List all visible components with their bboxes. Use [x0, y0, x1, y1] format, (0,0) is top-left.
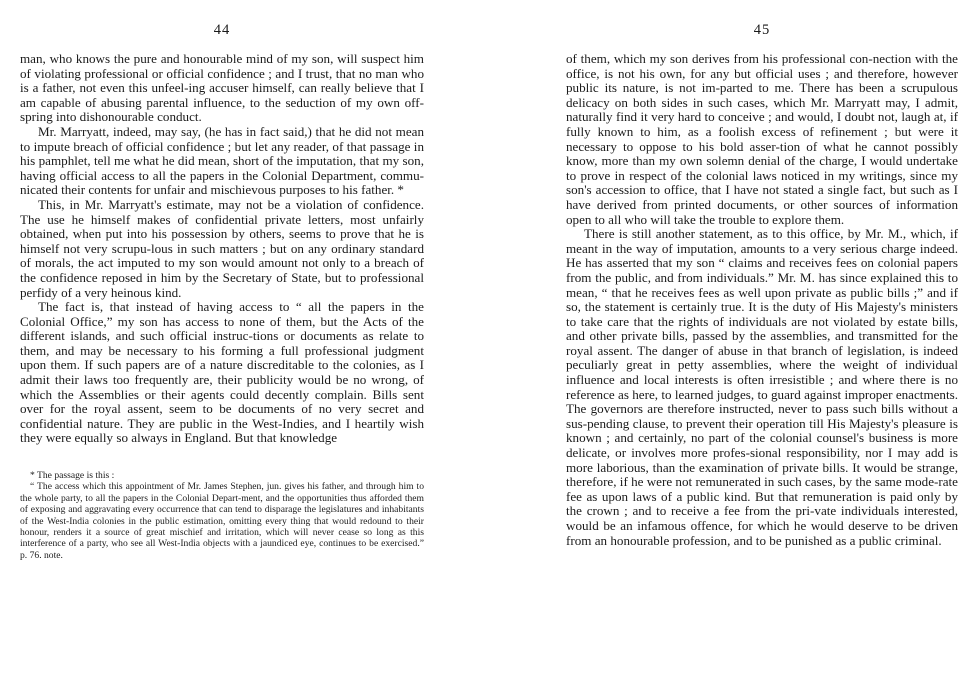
page-number: 44	[213, 22, 231, 38]
paragraph: man, who knows the pure and honourable mind of my son, will suspect him of violating professional or official confidence ; and I trust, that no man who is a father, not even this unfeel-ing accuser himself, can really believe that I am capable of abusing parental influence, to the seduction of my own off-spring into dishonourable conduct.	[20, 51, 424, 125]
paragraph: Mr. Marryatt, indeed, may say, (he has in fact said,) that he did not mean to impute breach of official confidence ; but let any reader, of that passage in his pamphlet, tell me what he did mean, short of the imputation, that my son, having official access to all the papers in the Colonial Department, commu-nicated their contents for unfair and mischievous purposes to his father. *	[20, 123, 424, 198]
paragraph: There is still another statement, as to this office, by Mr. M., which, if meant in the way of imputation, amounts to a very serious charge indeed. He has asserted that my son “ claims and receives fees on colonial papers from the public, and from individuals.” Mr. M. has since explained this to mean, “ that he receives fees as well upon private as public bills ;” and if so, the statement is certainly true. It is the duty of His Majesty's ministers to take care that the rights of individuals are not violated by estate bills, and other private bills, passed by the assemblies, and transmitted for the royal assent. The danger of abuse in that branch of legislation, is indeed peculiarly great in petty assemblies, where the weight of individual influence and local interests is often irresistible ; and where there is no reference as here, to learned judges, to guard against improper enactments. The governors are therefore instructed, never to pass such bills without a sus-pending clause, to prevent their operation till His Majesty's pleasure is known ; and certainly, no part of the colonial counsel's business is more delicate, or involves more profes-sional responsibility, nor I may add is more laborious, than the examination of private bills. It would be strange, therefore, if he were not remunerated in such cases, by the same mode-rate fee as upon laws of a public kind. But that remuneration is paid only by the crown ; and to receive a fee from the pri-vate individuals interested, would be an infamous offence, for which he would deserve to be driven from an honourable profession, and to be punished as a public criminal.	[566, 226, 958, 548]
paragraph: The fact is, that instead of having access to “ all the papers in the Colonial Office,” my son has access to none of them, but the Acts of the different islands, and such official instruc-tions or documents as relate to them, and may be necessary to his forming a full professional judgment upon them. If such papers are of a nature discreditable to the colonies, as I admit their laws too frequently are, their publicity would be no wrong, of which the Assemblies or their agents could decently complain. Bills sent over for the royal assent, seem to be documents of no very secret and confidential nature. They are public in the West-Indies, and I heartily wish they were equally so always in England. But that knowledge	[20, 299, 424, 446]
footnote	[20, 470, 424, 561]
right-page	[566, 0, 958, 548]
page-number: 45	[753, 22, 771, 38]
left-page	[20, 0, 424, 561]
paragraph: This, in Mr. Marryatt's estimate, may not be a violation of confidence. The use he himself makes of confidential private letters, most unfairly obtained, when put into his possession by others, seems to prove that he is himself not very scrupu-lous in such matters ; but on any ordinary standard of morals, the act imputed to my son would amount not only to a breach of the confidence reposed in him by the Secretary of State, but to professional perfidy of a very heinous kind.	[20, 196, 424, 300]
page-body	[20, 52, 424, 446]
paragraph: of them, which my son derives from his professional con-nection with the office, is not his own, for any but official uses ; and therefore, however public its nature, is not im-parted to me. There has been a scrupulous delicacy on both sides in such cases, which Mr. Marryatt may, I admit, naturally find it very hard to conceive ; and would, I doubt not, laugh at, if fully known to him, as a foolish excess of refinement ; but were it necessary to oppose to his bold asser-tion of what he cannot possibly know, more than my own solemn denial of the charge, I would undertake to prove in respect of the colonial laws noticed in my writings, since my son's accession to office, that I have not stated a single fact, but such as I have derived from printed documents, or other sources of information open to all who will take the trouble to explore them.	[566, 51, 958, 227]
footnote-quote: “ The access which this appointment of Mr. James Stephen, jun. gives his father, and through him to the whole party, to all the papers in the Colonial Depart-ment, and the opportunities thus afforded them of exposing and aggravating every occurrence that can tend to disparage the legislatures and inhabitants of the West-India colonies in the public estimation, omitting every thing that would redound to their honour, renders it a source of great mischief and irritation, which will never cease so long as this interference of a party, who see all West-India objects with a jaundiced eye, continues to be exercised.” p. 76. note.	[20, 481, 424, 561]
page-body	[566, 52, 958, 548]
footnote-lead: * The passage is this :	[30, 470, 115, 482]
